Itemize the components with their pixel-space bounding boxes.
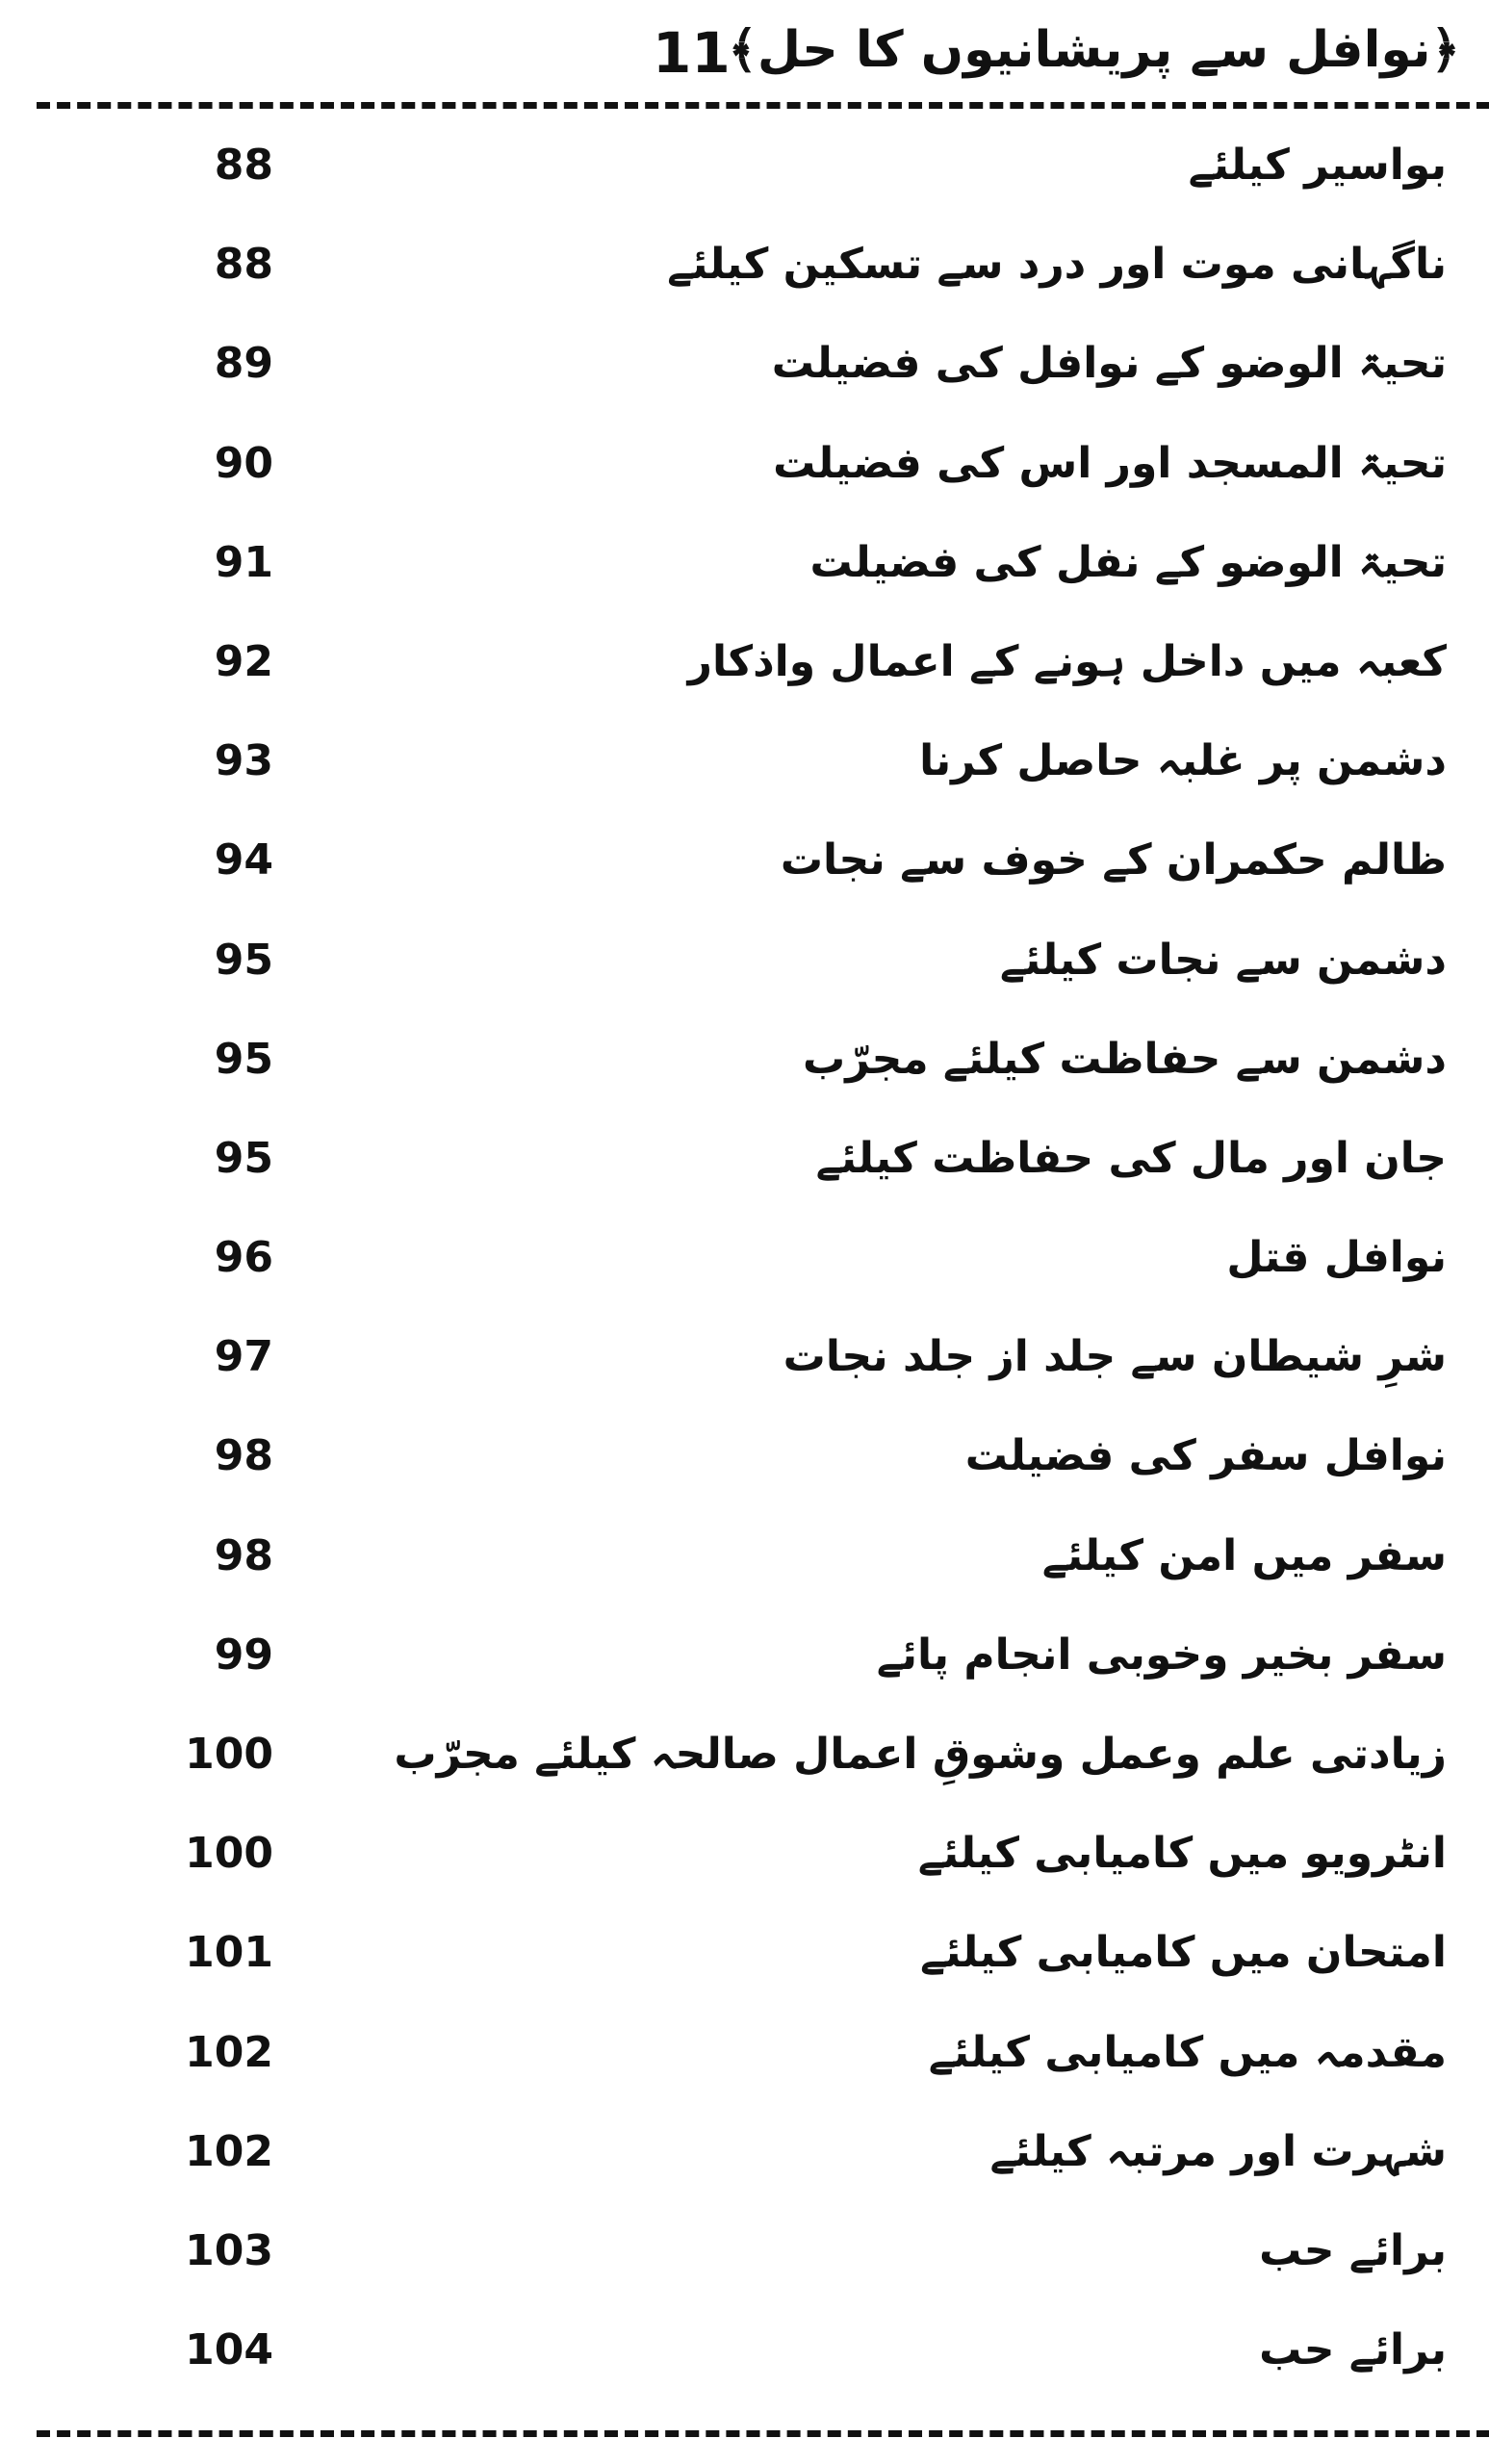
toc-entry-page: 97 bbox=[214, 1332, 273, 1382]
toc-row bbox=[0, 1526, 1489, 1625]
header-dashed-rule bbox=[37, 102, 1489, 109]
toc-entry-title: تحیۃ المسجد اور اس کی فضیلت bbox=[773, 438, 1447, 488]
toc-entry-title: برائے حب bbox=[1259, 2225, 1447, 2275]
toc-row bbox=[0, 1029, 1489, 1128]
toc-entry-page: 102 bbox=[185, 2027, 273, 2077]
toc-entry-title: مقدمہ میں کامیابی کیلئے bbox=[928, 2027, 1447, 2077]
toc-row bbox=[0, 1823, 1489, 1922]
toc-entry-page: 88 bbox=[214, 240, 273, 290]
toc-row bbox=[0, 930, 1489, 1029]
toc-entry-title: نوافل قتل bbox=[1226, 1233, 1447, 1283]
toc-entry-page: 104 bbox=[185, 2325, 273, 2375]
page-header bbox=[0, 19, 1489, 96]
toc-entry-title: نوافل سفر کی فضیلت bbox=[964, 1431, 1447, 1481]
toc-row bbox=[0, 333, 1489, 432]
toc-row bbox=[0, 2022, 1489, 2121]
toc-row bbox=[0, 2220, 1489, 2320]
toc-entry-page: 100 bbox=[185, 1829, 273, 1879]
running-title: ﴿نوافل سے پریشانیوں کا حل﴾ bbox=[728, 21, 1460, 79]
toc-entry-title: دشمن پر غلبہ حاصل کرنا bbox=[919, 736, 1447, 786]
toc-row bbox=[0, 1625, 1489, 1724]
toc-entry-page: 95 bbox=[214, 1133, 273, 1183]
toc-entry-title: زیادتی علم وعمل وشوقِ اعمال صالحہ کیلئے مجرّب bbox=[394, 1730, 1447, 1779]
toc-entry-title: برائے حب bbox=[1259, 2325, 1447, 2375]
toc-entry-title: تحیۃ الوضو کے نوافل کی فضیلت bbox=[771, 339, 1447, 389]
toc-entry-page: 93 bbox=[214, 736, 273, 786]
toc-entry-page: 99 bbox=[214, 1630, 273, 1680]
toc-entry-page: 91 bbox=[214, 537, 273, 587]
toc-row bbox=[0, 1128, 1489, 1227]
toc-entry-title: شرِ شیطان سے جلد از جلد نجات bbox=[783, 1332, 1447, 1382]
toc-row bbox=[0, 234, 1489, 333]
toc-row bbox=[0, 1425, 1489, 1525]
toc-entry-title: جان اور مال کی حفاظت کیلئے bbox=[815, 1133, 1447, 1183]
toc-entry-title: انٹرویو میں کامیابی کیلئے bbox=[917, 1829, 1447, 1879]
toc-entry-page: 102 bbox=[185, 2126, 273, 2176]
toc-row bbox=[0, 1922, 1489, 2021]
toc-entry-page: 103 bbox=[185, 2225, 273, 2275]
toc-entry-page: 98 bbox=[214, 1431, 273, 1481]
toc-entry-page: 98 bbox=[214, 1530, 273, 1580]
toc-entry-page: 100 bbox=[185, 1730, 273, 1779]
toc-entry-title: شہرت اور مرتبہ کیلئے bbox=[989, 2126, 1447, 2176]
page-number: 11 bbox=[653, 20, 731, 86]
toc-row bbox=[0, 631, 1489, 731]
toc-row bbox=[0, 433, 1489, 532]
toc-entry-page: 89 bbox=[214, 339, 273, 389]
toc-entry-page: 94 bbox=[214, 835, 273, 886]
toc-row bbox=[0, 2320, 1489, 2419]
toc-entry-title: دشمن سے نجات کیلئے bbox=[999, 935, 1447, 985]
toc-entry-page: 95 bbox=[214, 935, 273, 985]
toc-row bbox=[0, 830, 1489, 929]
toc-entry-page: 92 bbox=[214, 636, 273, 686]
toc-entry-title: تحیۃ الوضو کے نفل کی فضیلت bbox=[809, 537, 1447, 587]
toc-entry-title: سفر بخیر وخوبی انجام پائے bbox=[876, 1630, 1447, 1680]
toc-entry-title: دشمن سے حفاظت کیلئے مجرّب bbox=[803, 1034, 1447, 1084]
footer-dashed-rule bbox=[37, 2430, 1489, 2437]
toc-row bbox=[0, 731, 1489, 830]
table-of-contents bbox=[0, 135, 1489, 2419]
toc-entry-title: ظالم حکمران کے خوف سے نجات bbox=[780, 835, 1447, 886]
toc-entry-page: 101 bbox=[185, 1928, 273, 1978]
toc-row bbox=[0, 135, 1489, 234]
toc-row bbox=[0, 2121, 1489, 2220]
toc-entry-page: 95 bbox=[214, 1034, 273, 1084]
toc-row bbox=[0, 1724, 1489, 1823]
toc-entry-page: 90 bbox=[214, 438, 273, 488]
toc-entry-title: امتحان میں کامیابی کیلئے bbox=[920, 1928, 1447, 1978]
toc-row bbox=[0, 1326, 1489, 1425]
toc-entry-title: ناگہانی موت اور درد سے تسکین کیلئے bbox=[667, 240, 1447, 290]
toc-row bbox=[0, 1227, 1489, 1326]
toc-entry-title: بواسیر کیلئے bbox=[1188, 141, 1447, 190]
toc-entry-title: کعبہ میں داخل ہونے کے اعمال واذکار bbox=[687, 636, 1447, 686]
toc-entry-title: سفر میں امن کیلئے bbox=[1041, 1530, 1447, 1580]
toc-entry-page: 88 bbox=[214, 141, 273, 190]
toc-row bbox=[0, 532, 1489, 631]
toc-entry-page: 96 bbox=[214, 1233, 273, 1283]
